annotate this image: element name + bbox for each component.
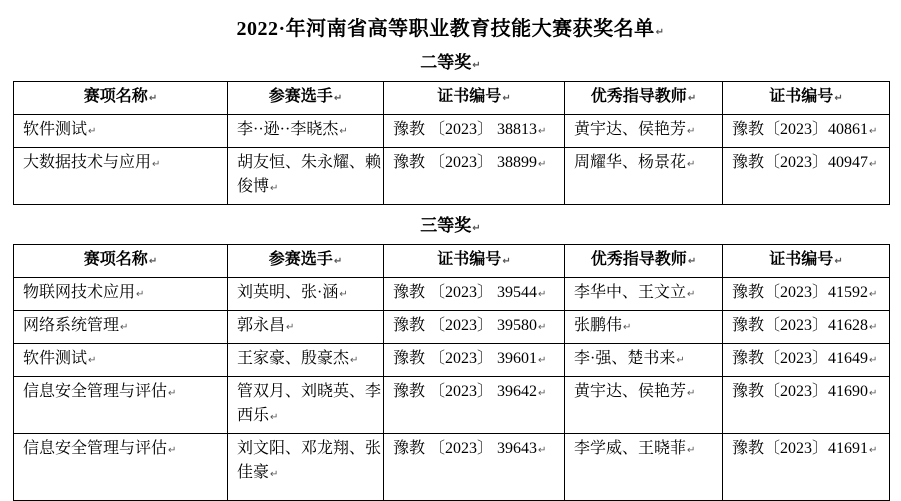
table-cell[interactable]: 李学威、王晓菲↵ <box>565 434 723 501</box>
paragraph-mark-icon: ↵ <box>869 445 878 456</box>
paragraph-mark-icon: ↵ <box>687 388 696 399</box>
paragraph-mark-icon: ↵ <box>88 355 97 366</box>
column-header[interactable]: 参赛选手↵ <box>228 245 384 278</box>
paragraph-mark-icon: ↵ <box>538 388 547 399</box>
column-header[interactable]: 证书编号↵ <box>723 82 890 115</box>
paragraph-mark-icon: ↵ <box>152 159 161 170</box>
paragraph-mark-icon: ↵ <box>502 256 511 267</box>
paragraph-mark-icon: ↵ <box>687 126 696 137</box>
paragraph-mark-icon: ↵ <box>286 322 295 333</box>
table-cell[interactable]: 豫教〔2023〕41690↵ <box>723 377 890 434</box>
paragraph-mark-icon: ↵ <box>538 126 547 137</box>
paragraph-mark-icon: ↵ <box>869 322 878 333</box>
section-heading-third-prize: 三等奖↵ <box>420 216 481 235</box>
table-row <box>14 115 890 148</box>
table-cell[interactable]: 周耀华、杨景花↵ <box>565 148 723 205</box>
table-cell[interactable]: 豫教〔2023〕41649↵ <box>723 344 890 377</box>
table-cell[interactable]: 张鹏伟↵ <box>565 311 723 344</box>
table-cell[interactable]: 胡友恒、朱永耀、赖俊博↵ <box>228 148 384 205</box>
document-title: 2022·年河南省高等职业教育技能大赛获奖名单↵ <box>236 18 665 40</box>
paragraph-mark-icon: ↵ <box>538 159 547 170</box>
table-row <box>14 377 890 434</box>
paragraph-mark-icon: ↵ <box>834 256 843 267</box>
table-cell[interactable]: 软件测试↵ <box>14 115 228 148</box>
table-cell[interactable]: 网络系统管理↵ <box>14 311 228 344</box>
paragraph-mark-icon: ↵ <box>270 183 279 194</box>
paragraph-mark-icon: ↵ <box>168 388 177 399</box>
header-row <box>14 82 890 115</box>
table-cell[interactable]: 豫教 〔2023〕 39580↵ <box>384 311 565 344</box>
paragraph-mark-icon: ↵ <box>339 126 348 137</box>
paragraph-mark-icon: ↵ <box>168 445 177 456</box>
paragraph-mark-icon: ↵ <box>538 289 547 300</box>
table-cell[interactable]: 刘文阳、邓龙翔、张佳豪↵ <box>228 434 384 501</box>
column-header[interactable]: 赛项名称↵ <box>14 245 228 278</box>
paragraph-mark-icon: ↵ <box>834 93 843 104</box>
table-cell[interactable]: 王家豪、殷豪杰↵ <box>228 344 384 377</box>
paragraph-mark-icon: ↵ <box>538 355 547 366</box>
paragraph-mark-icon: ↵ <box>538 445 547 456</box>
column-header[interactable]: 证书编号↵ <box>723 245 890 278</box>
table-cell[interactable]: 管双月、刘晓英、李西乐↵ <box>228 377 384 434</box>
table-row <box>14 344 890 377</box>
column-header[interactable]: 赛项名称↵ <box>14 82 228 115</box>
column-header[interactable]: 参赛选手↵ <box>228 82 384 115</box>
paragraph-mark-icon: ↵ <box>472 60 481 71</box>
paragraph-mark-icon: ↵ <box>148 256 158 267</box>
table-row <box>14 311 890 344</box>
paragraph-mark-icon: ↵ <box>148 93 158 104</box>
paragraph-mark-icon: ↵ <box>350 355 359 366</box>
paragraph-mark-icon: ↵ <box>472 223 481 234</box>
table-cell[interactable]: 豫教 〔2023〕 38813↵ <box>384 115 565 148</box>
paragraph-mark-icon: ↵ <box>538 322 547 333</box>
paragraph-mark-icon: ↵ <box>333 93 343 104</box>
table-cell[interactable]: 李··逊··李晓杰↵ <box>228 115 384 148</box>
paragraph-mark-icon: ↵ <box>623 322 632 333</box>
paragraph-mark-icon: ↵ <box>869 289 878 300</box>
table-row <box>14 434 890 501</box>
table-cell[interactable]: 李·强、楚书来↵ <box>565 344 723 377</box>
paragraph-mark-icon: ↵ <box>869 355 878 366</box>
table-cell[interactable]: 郭永昌↵ <box>228 311 384 344</box>
header-row <box>14 245 890 278</box>
table-cell[interactable]: 豫教〔2023〕41628↵ <box>723 311 890 344</box>
table-row <box>14 148 890 205</box>
table-cell[interactable]: 豫教〔2023〕41691↵ <box>723 434 890 501</box>
paragraph-mark-icon: ↵ <box>869 126 878 137</box>
second-prize-table <box>13 81 890 205</box>
table-cell[interactable]: 信息安全管理与评估↵ <box>14 377 228 434</box>
paragraph-mark-icon: ↵ <box>270 469 279 480</box>
table-cell[interactable]: 李华中、王文立↵ <box>565 278 723 311</box>
table-cell[interactable]: 刘英明、张·涵↵ <box>228 278 384 311</box>
paragraph-mark-icon: ↵ <box>687 93 697 104</box>
column-header[interactable]: 优秀指导教师↵ <box>565 245 723 278</box>
table-cell[interactable]: 豫教 〔2023〕 38899↵ <box>384 148 565 205</box>
paragraph-mark-icon: ↵ <box>869 388 878 399</box>
paragraph-mark-icon: ↵ <box>136 289 145 300</box>
paragraph-mark-icon: ↵ <box>120 322 129 333</box>
table-cell[interactable]: 信息安全管理与评估↵ <box>14 434 228 501</box>
table-cell[interactable]: 豫教〔2023〕40861↵ <box>723 115 890 148</box>
table-cell[interactable]: 豫教 〔2023〕 39544↵ <box>384 278 565 311</box>
third-prize-table <box>13 244 890 501</box>
table-cell[interactable]: 软件测试↵ <box>14 344 228 377</box>
table-row <box>14 278 890 311</box>
table-cell[interactable]: 大数据技术与应用↵ <box>14 148 228 205</box>
paragraph-mark-icon: ↵ <box>676 355 685 366</box>
column-header[interactable]: 优秀指导教师↵ <box>565 82 723 115</box>
table-cell[interactable]: 黄宇达、侯艳芳↵ <box>565 115 723 148</box>
paragraph-mark-icon: ↵ <box>869 159 878 170</box>
paragraph-mark-icon: ↵ <box>687 256 697 267</box>
table-cell[interactable]: 豫教 〔2023〕 39601↵ <box>384 344 565 377</box>
paragraph-mark-icon: ↵ <box>270 412 279 423</box>
paragraph-mark-icon: ↵ <box>339 289 348 300</box>
table-cell[interactable]: 豫教〔2023〕41592↵ <box>723 278 890 311</box>
table-cell[interactable]: 豫教 〔2023〕 39642↵ <box>384 377 565 434</box>
paragraph-mark-icon: ↵ <box>655 27 665 38</box>
table-cell[interactable]: 豫教 〔2023〕 39643↵ <box>384 434 565 501</box>
table-cell[interactable]: 物联网技术应用↵ <box>14 278 228 311</box>
section-heading-second-prize: 二等奖↵ <box>420 53 481 72</box>
table-cell[interactable]: 豫教〔2023〕40947↵ <box>723 148 890 205</box>
paragraph-mark-icon: ↵ <box>502 93 511 104</box>
column-header[interactable]: 证书编号↵ <box>384 82 565 115</box>
paragraph-mark-icon: ↵ <box>687 445 696 456</box>
paragraph-mark-icon: ↵ <box>687 289 696 300</box>
paragraph-mark-icon: ↵ <box>333 256 343 267</box>
table-cell[interactable]: 黄宇达、侯艳芳↵ <box>565 377 723 434</box>
paragraph-mark-icon: ↵ <box>88 126 97 137</box>
column-header[interactable]: 证书编号↵ <box>384 245 565 278</box>
paragraph-mark-icon: ↵ <box>687 159 696 170</box>
